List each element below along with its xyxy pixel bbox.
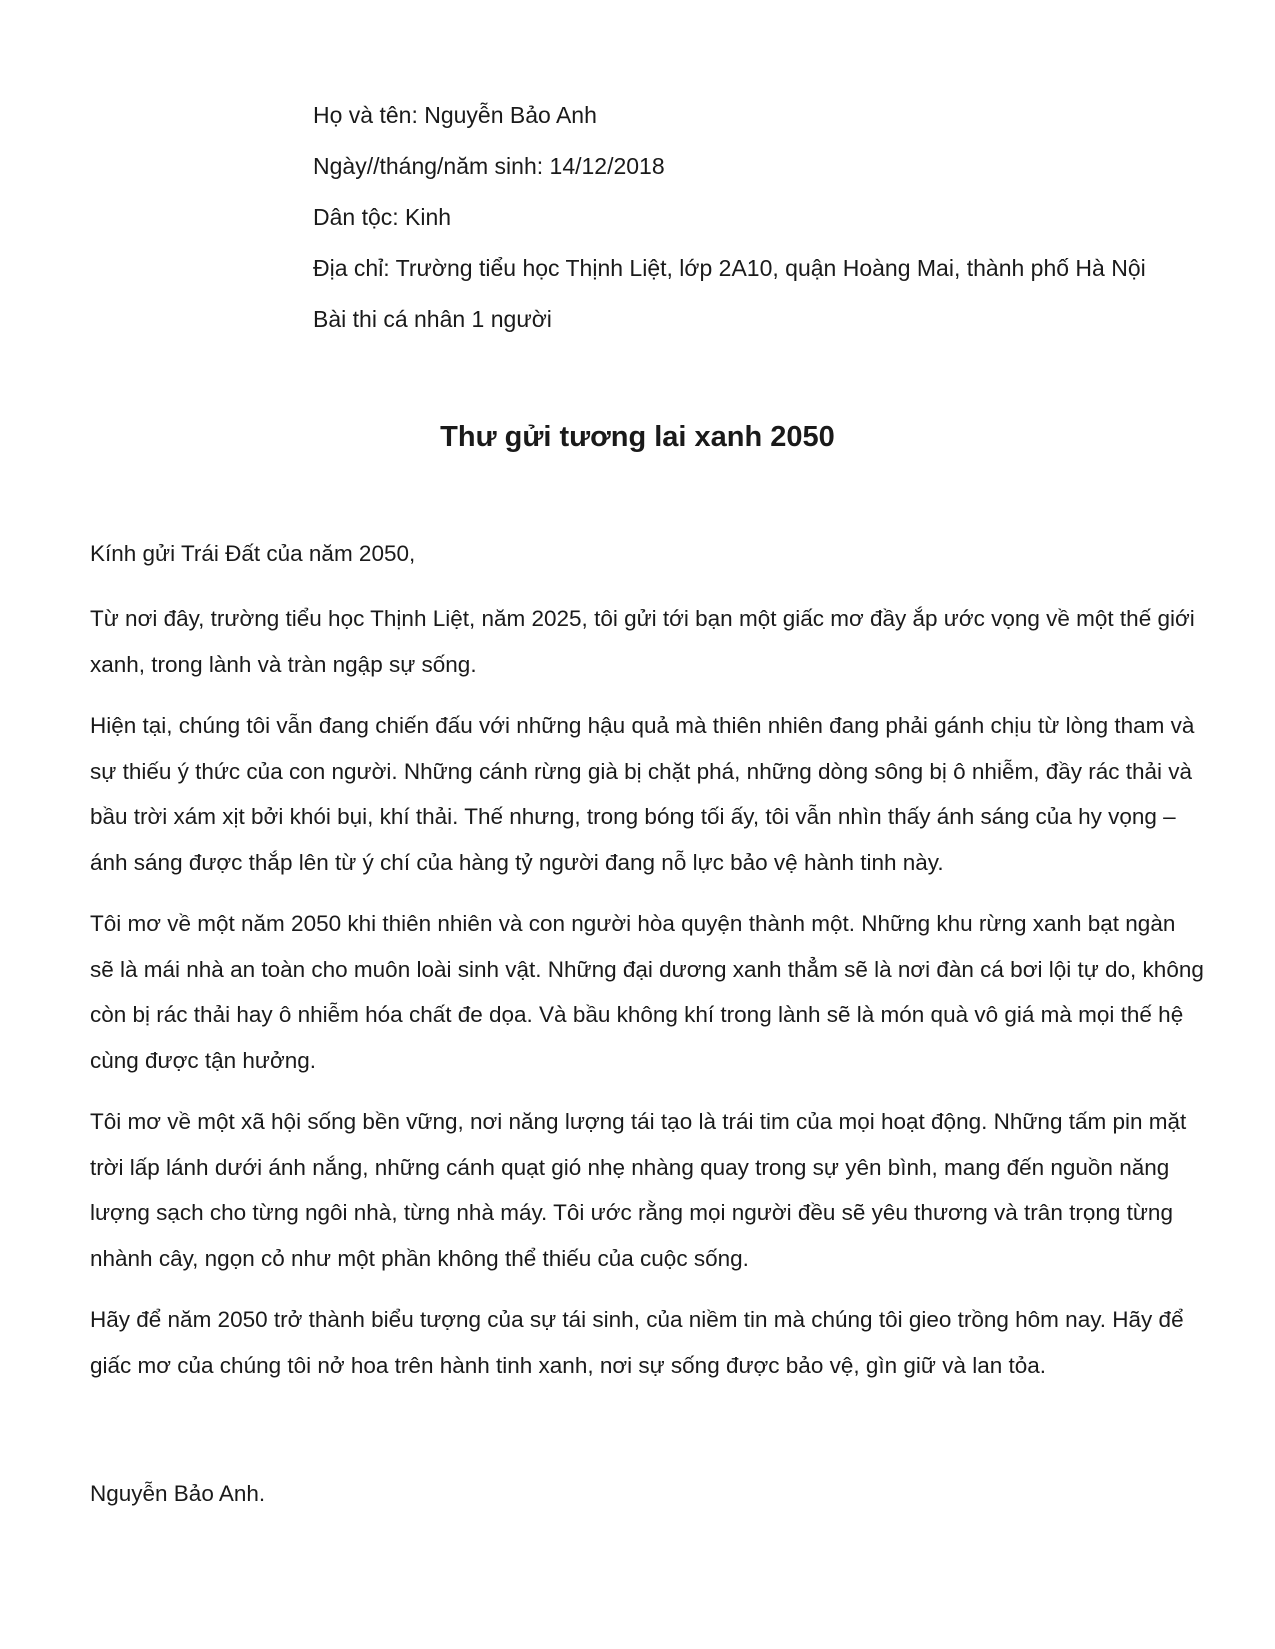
letter-paragraph: Hiện tại, chúng tôi vẫn đang chiến đấu với những hậu quả mà thiên nhiên đang phải gánh chịu từ lòng tham và sự thiếu ý thức của con người. Những cánh rừng già bị chặt phá, những dòng sông bị ô nhiễm, đầy rác thải và bầu trời xám xịt bởi khói bụi, khí thải. Thế nhưng, trong bóng tối ấy, tôi vẫn nhìn thấy ánh sáng của hy vọng – ánh sáng được thắp lên từ ý chí của hàng tỷ người đang nỗ lực bảo vệ hành tinh này.	[90, 713, 1195, 875]
letter-signature: Nguyễn Bảo Anh.	[90, 1481, 266, 1506]
student-ethnicity: Dân tộc: Kinh	[313, 204, 452, 230]
letter-paragraph: Từ nơi đây, trường tiểu học Thịnh Liệt, năm 2025, tôi gửi tới bạn một giấc mơ đầy ắp ước vọng về một thế giới xanh, trong lành và tràn ngập sự sống.	[90, 606, 1195, 677]
student-name: Họ và tên: Nguyễn Bảo Anh	[313, 102, 597, 128]
letter-paragraph: Hãy để năm 2050 trở thành biểu tượng của sự tái sinh, của niềm tin mà chúng tôi gieo trồng hôm nay. Hãy để giấc mơ của chúng tôi nở hoa trên hành tinh xanh, nơi sự sống được bảo vệ, gìn giữ và lan tỏa.	[90, 1307, 1184, 1378]
entry-type: Bài thi cá nhân 1 người	[313, 306, 552, 332]
letter-body	[90, 538, 1205, 1404]
student-birthdate: Ngày//tháng/năm sinh: 14/12/2018	[313, 153, 665, 179]
student-address: Địa chỉ: Trường tiểu học Thịnh Liệt, lớp 2A10, quận Hoàng Mai, thành phố Hà Nội	[313, 255, 1146, 281]
letter-title: Thư gửi tương lai xanh 2050	[440, 421, 835, 453]
letter-paragraph: Tôi mơ về một năm 2050 khi thiên nhiên và con người hòa quyện thành một. Những khu rừng xanh bạt ngàn sẽ là mái nhà an toàn cho muôn loài sinh vật. Những đại dương xanh thẳm sẽ là nơi đàn cá bơi lội tự do, không còn bị rác thải hay ô nhiễm hóa chất đe dọa. Và bầu không khí trong lành sẽ là món quà vô giá mà mọi thế hệ cùng được tận hưởng.	[90, 911, 1204, 1073]
letter-salutation: Kính gửi Trái Đất của năm 2050,	[90, 541, 416, 566]
student-info-block	[313, 100, 1213, 355]
letter-paragraph: Tôi mơ về một xã hội sống bền vững, nơi năng lượng tái tạo là trái tim của mọi hoạt động. Những tấm pin mặt trời lấp lánh dưới ánh nắng, những cánh quạt gió nhẹ nhàng quay trong sự yên bình, mang đến nguồn năng lượng sạch cho từng ngôi nhà, từng nhà máy. Tôi ước rằng mọi người đều sẽ yêu thương và trân trọng từng nhành cây, ngọn cỏ như một phần không thể thiếu của cuộc sống.	[90, 1109, 1187, 1271]
